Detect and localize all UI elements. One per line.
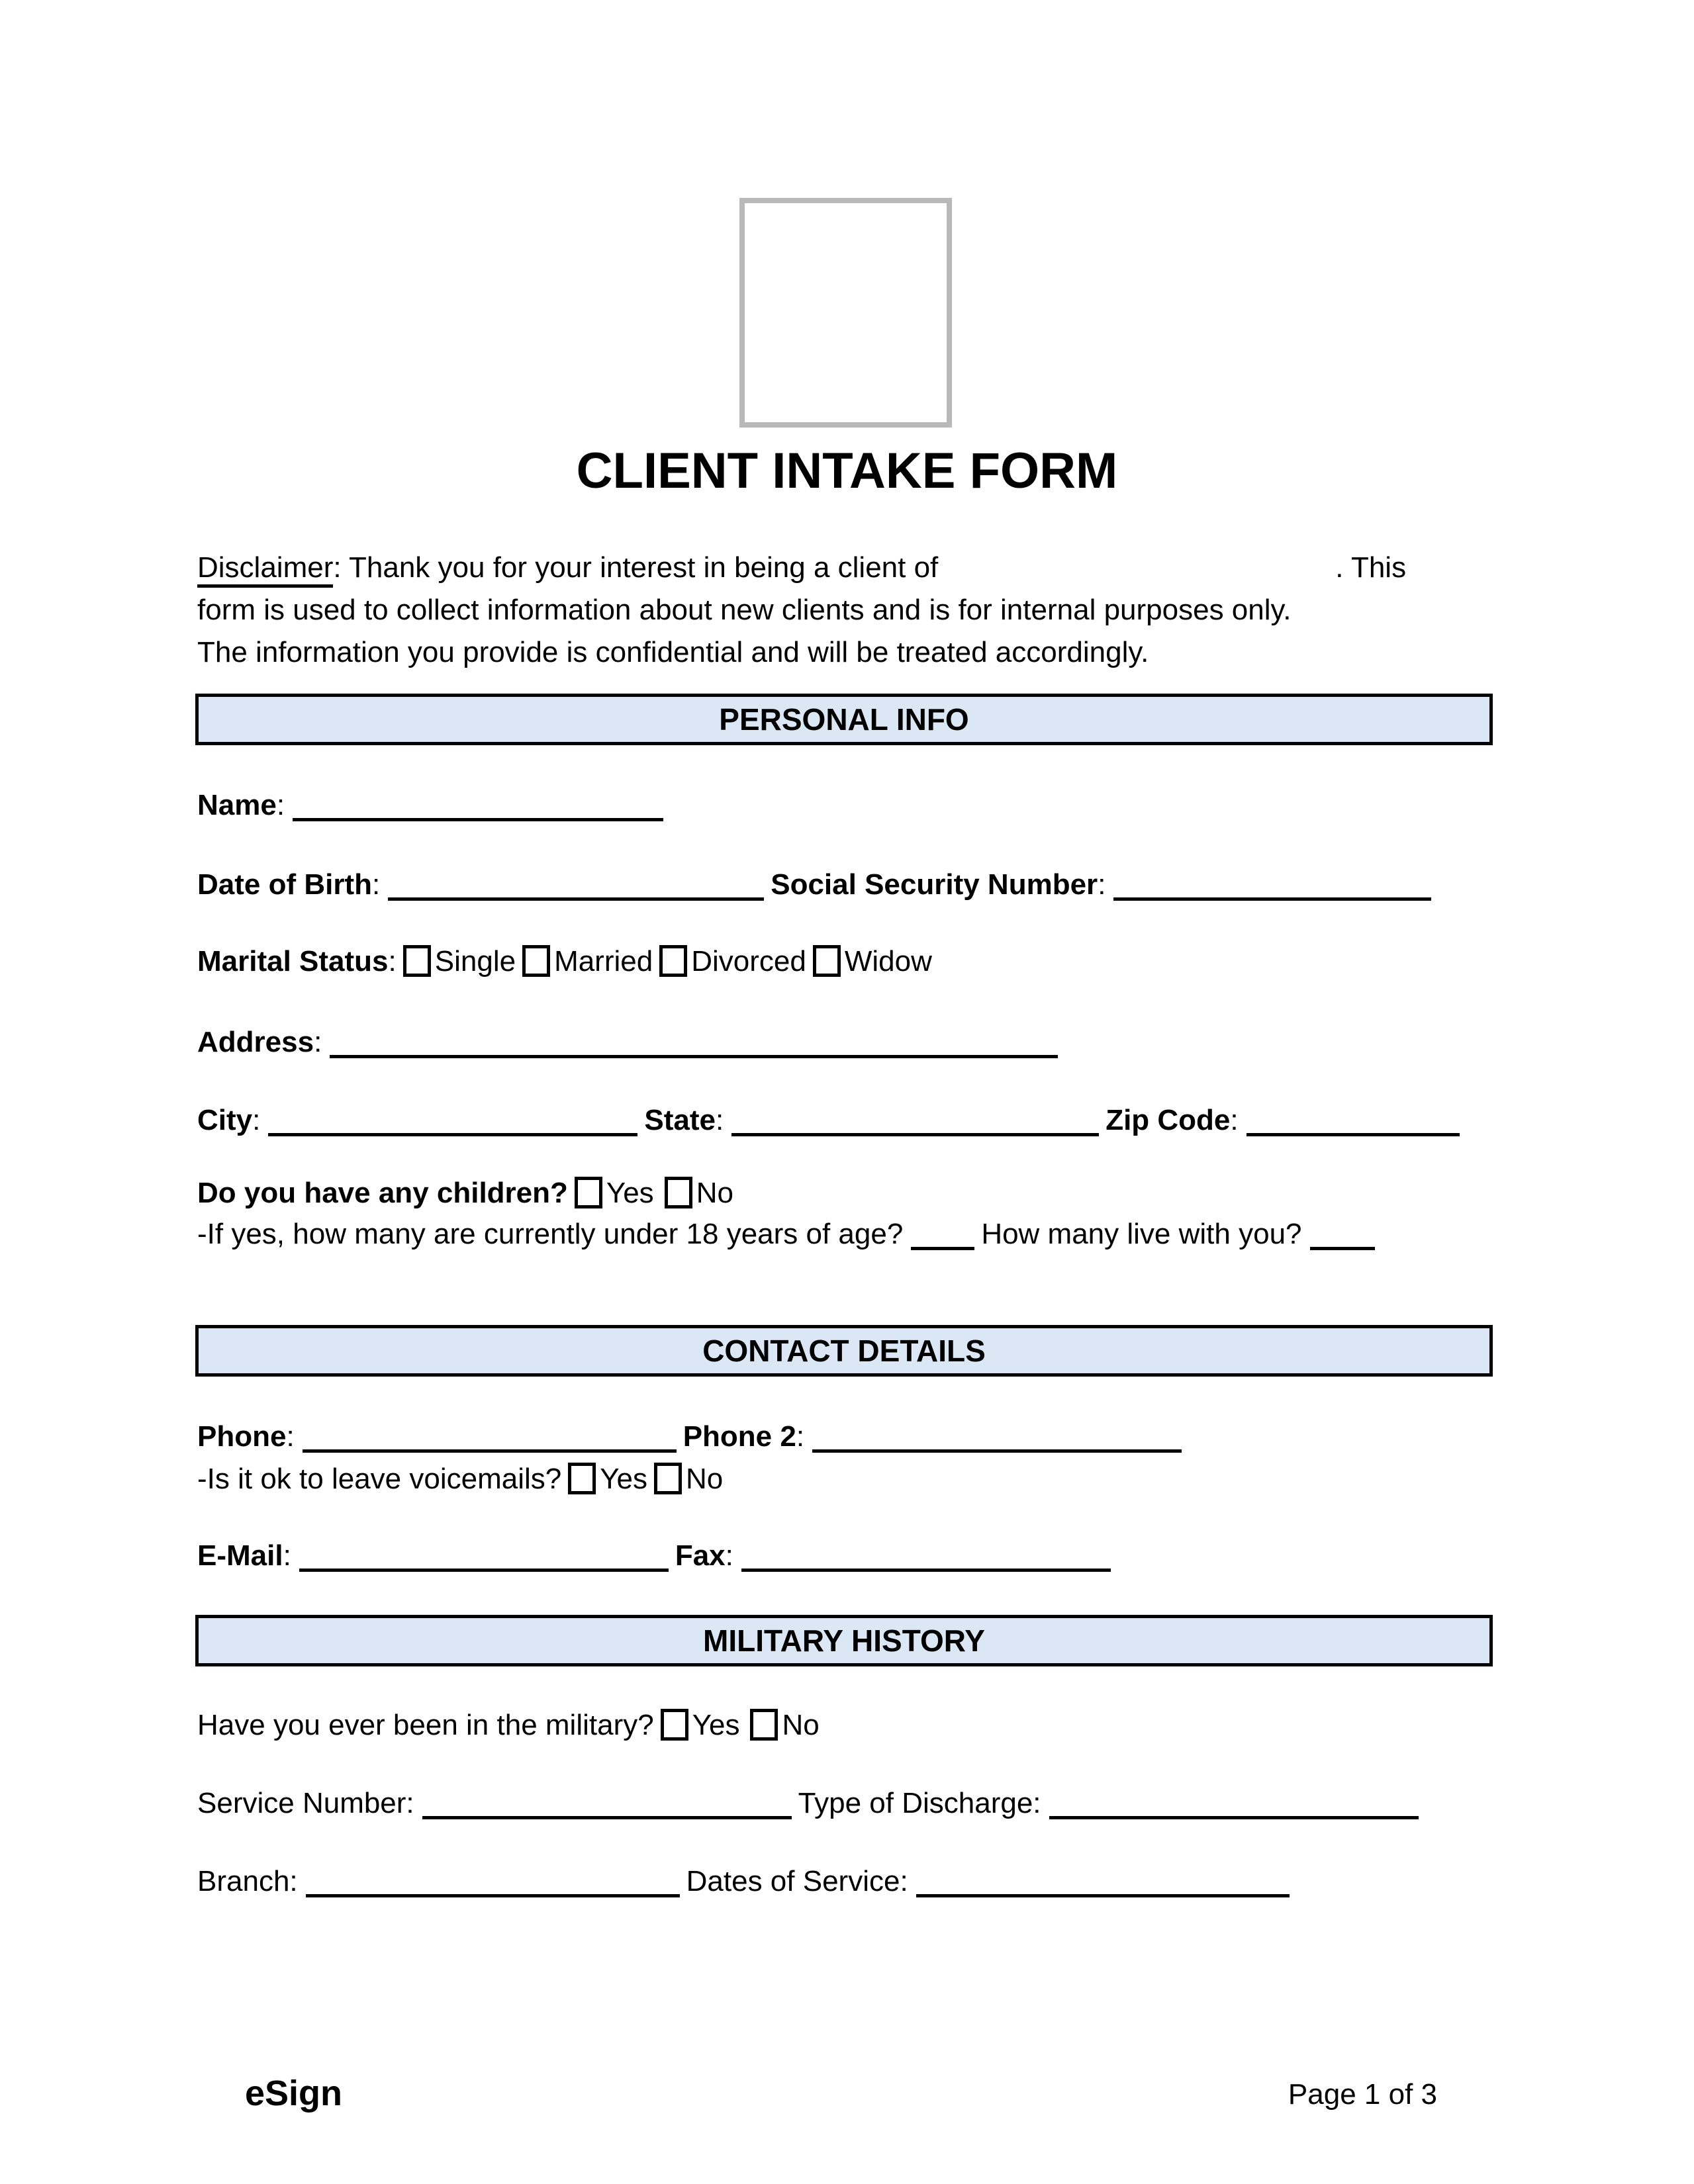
email-colon: : (283, 1539, 291, 1572)
phone2-label: Phone 2 (682, 1420, 796, 1453)
marital-widow-label: Widow (844, 945, 932, 978)
city-label: City (197, 1104, 253, 1136)
military-no-label: No (782, 1709, 820, 1741)
section-header-personal-info (195, 694, 1493, 745)
zip-label: Zip Code (1106, 1104, 1231, 1136)
discharge-label: Type of Discharge: (798, 1787, 1041, 1819)
marital-married-label: Married (554, 945, 653, 978)
marital-divorced-label: Divorced (691, 945, 806, 978)
dob-colon: : (372, 868, 381, 901)
city-input-line[interactable] (268, 1113, 637, 1136)
voicemail-question-row (197, 1463, 1508, 1496)
branch-input-line[interactable] (306, 1874, 680, 1897)
phone-row (197, 1420, 1508, 1453)
discharge-input-line[interactable] (1049, 1796, 1419, 1819)
fax-colon: : (725, 1539, 733, 1572)
military-yes-label: Yes (692, 1709, 740, 1741)
fax-label: Fax (675, 1539, 726, 1572)
city-colon: : (252, 1104, 261, 1136)
children-question-label: Do you have any children? (197, 1177, 568, 1209)
children-livewith-input-line[interactable] (1310, 1227, 1375, 1250)
marital-widow-checkbox[interactable] (813, 945, 841, 977)
service-number-row (197, 1787, 1508, 1820)
military-history-header-label: MILITARY HISTORY (703, 1623, 985, 1658)
children-yes-checkbox[interactable] (575, 1177, 602, 1208)
phone-input-line[interactable] (303, 1430, 677, 1453)
marital-married-checkbox[interactable] (522, 945, 550, 977)
contact-details-header-label: CONTACT DETAILS (702, 1334, 986, 1368)
section-header-contact-details (195, 1325, 1493, 1377)
disclaimer-label: Disclaimer (197, 551, 333, 588)
dob-input-line[interactable] (388, 878, 764, 901)
children-followup-row (197, 1218, 1508, 1251)
children-no-label: No (696, 1177, 733, 1209)
children-yes-label: Yes (606, 1177, 654, 1209)
voicemail-no-label: No (686, 1463, 724, 1495)
address-colon: : (314, 1026, 322, 1058)
children-no-checkbox[interactable] (665, 1177, 692, 1208)
branch-row (197, 1865, 1508, 1898)
children-livewith-question: How many live with you? (981, 1218, 1302, 1250)
name-input-line[interactable] (293, 798, 663, 821)
marital-colon: : (388, 945, 397, 978)
page-number: Page 1 of 3 (1288, 2078, 1437, 2111)
personal-info-header-label: PERSONAL INFO (719, 702, 969, 737)
email-input-line[interactable] (299, 1549, 669, 1572)
page-title: CLIENT INTAKE FORM (576, 443, 1118, 499)
voicemail-yes-checkbox[interactable] (568, 1463, 596, 1494)
name-colon: : (276, 789, 285, 821)
disclaimer-after-blank: . This (1335, 551, 1407, 584)
children-question-row (197, 1177, 1508, 1210)
marital-status-row (197, 945, 1508, 978)
disclaimer-line-2: form is used to collect information about new clients and is for internal purposes only. (197, 594, 1292, 626)
zip-colon: : (1230, 1104, 1239, 1136)
state-input-line[interactable] (731, 1113, 1099, 1136)
military-question-row (197, 1709, 1508, 1742)
disclaimer-paragraph (197, 547, 1508, 674)
phone-colon: : (286, 1420, 295, 1453)
email-label: E-Mail (197, 1539, 283, 1572)
disclaimer-intro: : Thank you for your interest in being a client of (333, 551, 939, 584)
dates-of-service-input-line[interactable] (916, 1874, 1290, 1897)
logo-placeholder-box (739, 198, 952, 428)
service-number-label: Service Number: (197, 1787, 414, 1819)
state-colon: : (715, 1104, 724, 1136)
children-under18-input-line[interactable] (911, 1227, 974, 1250)
company-name-blank[interactable] (938, 570, 1335, 577)
disclaimer-line-3: The information you provide is confidential and will be treated accordingly. (197, 636, 1149, 668)
voicemail-no-checkbox[interactable] (654, 1463, 682, 1494)
state-label: State (644, 1104, 716, 1136)
phone2-input-line[interactable] (812, 1430, 1182, 1453)
city-state-zip-row (197, 1104, 1508, 1137)
ssn-colon: : (1098, 868, 1106, 901)
address-row (197, 1026, 1508, 1059)
dob-label: Date of Birth (197, 868, 372, 901)
zip-input-line[interactable] (1247, 1113, 1460, 1136)
dob-ssn-row (197, 868, 1508, 901)
name-label: Name (197, 789, 277, 821)
ssn-input-line[interactable] (1113, 878, 1431, 901)
esign-logo: eSign (245, 2073, 343, 2113)
email-fax-row (197, 1539, 1508, 1572)
marital-single-label: Single (434, 945, 516, 978)
address-input-line[interactable] (330, 1035, 1058, 1058)
phone-label: Phone (197, 1420, 287, 1453)
military-no-checkbox[interactable] (750, 1709, 778, 1741)
fax-input-line[interactable] (741, 1549, 1111, 1572)
marital-divorced-checkbox[interactable] (659, 945, 687, 977)
military-question-label: Have you ever been in the military? (197, 1709, 654, 1741)
name-row (197, 789, 1508, 822)
marital-status-label: Marital Status (197, 945, 389, 978)
disclaimer-line-1 (197, 547, 1508, 589)
branch-label: Branch: (197, 1865, 298, 1897)
marital-single-checkbox[interactable] (403, 945, 431, 977)
voicemail-question-label: -Is it ok to leave voicemails? (197, 1463, 562, 1495)
section-header-military-history (195, 1615, 1493, 1666)
military-yes-checkbox[interactable] (661, 1709, 688, 1741)
voicemail-yes-label: Yes (600, 1463, 647, 1495)
address-label: Address (197, 1026, 314, 1058)
dates-of-service-label: Dates of Service: (686, 1865, 908, 1897)
service-number-input-line[interactable] (422, 1796, 792, 1819)
children-under18-question: -If yes, how many are currently under 18 years of age? (197, 1218, 904, 1250)
phone2-colon: : (796, 1420, 805, 1453)
ssn-label: Social Security Number (771, 868, 1098, 901)
